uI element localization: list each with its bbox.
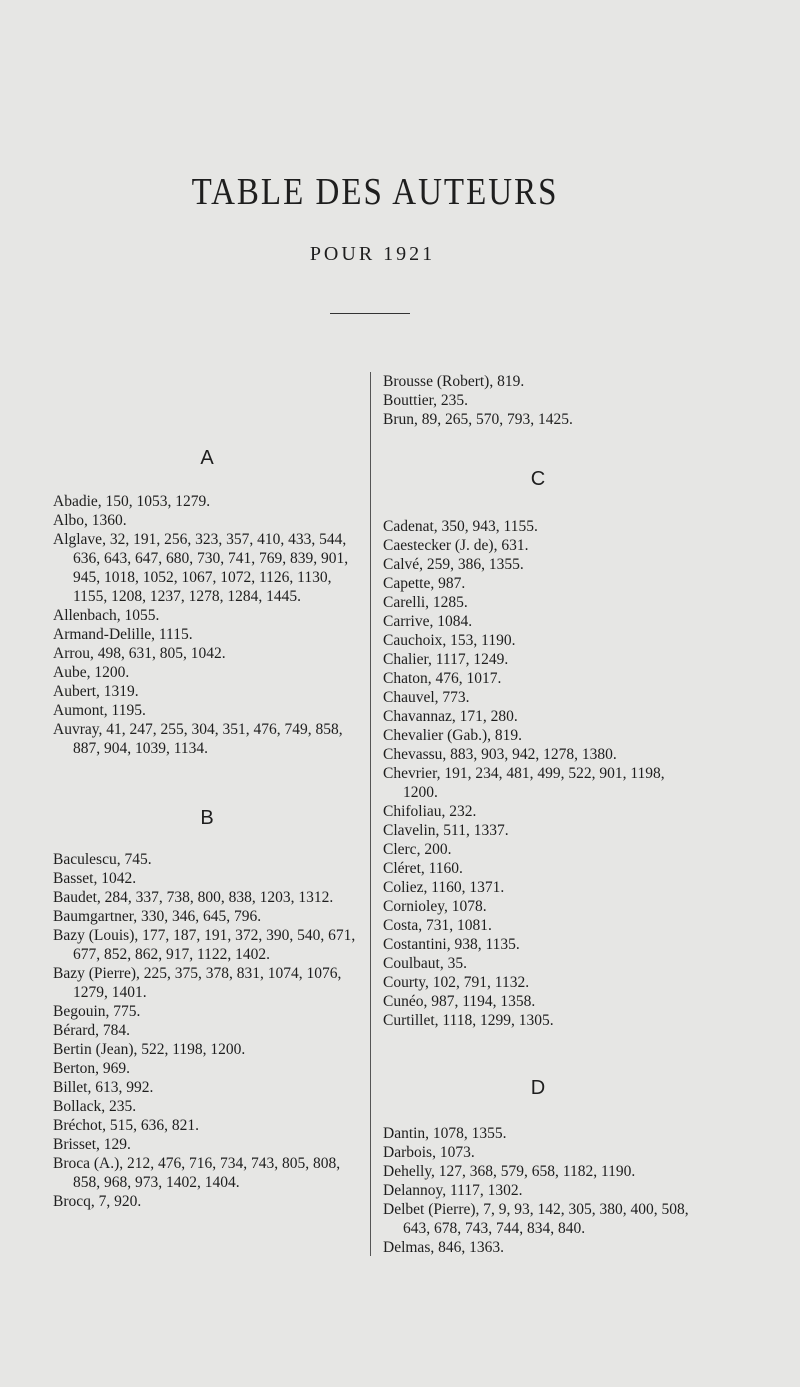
- index-entry: Chevalier (Gab.), 819.: [383, 727, 523, 744]
- index-entry: Aumont, 1195.: [53, 702, 146, 719]
- index-entry: Chaton, 476, 1017.: [383, 670, 502, 687]
- section-letter: C: [530, 468, 546, 490]
- index-entry: Dehelly, 127, 368, 579, 658, 1182, 1190.: [383, 1163, 636, 1180]
- index-entry: Cauchoix, 153, 1190.: [383, 632, 516, 649]
- column-divider: [370, 372, 371, 1256]
- index-entry: Brisset, 129.: [53, 1136, 131, 1153]
- index-entry: Baumgartner, 330, 346, 645, 796.: [53, 908, 262, 925]
- index-entry: Aubert, 1319.: [53, 683, 139, 700]
- index-entry: Chevassu, 883, 903, 942, 1278, 1380.: [383, 746, 617, 763]
- index-entry: Brocq, 7, 920.: [53, 1193, 142, 1210]
- index-entry: Baudet, 284, 337, 738, 800, 838, 1203, 1312.: [53, 889, 334, 906]
- index-entry: Delmas, 846, 1363.: [383, 1239, 504, 1256]
- index-entry: Berton, 969.: [53, 1060, 131, 1077]
- index-entry: Armand-Delille, 1115.: [53, 626, 193, 643]
- index-entry: Clerc, 200.: [383, 841, 452, 858]
- index-entry: Chavannaz, 171, 280.: [383, 708, 518, 725]
- index-entry: Dantin, 1078, 1355.: [383, 1125, 507, 1142]
- index-entry: Bouttier, 235.: [383, 392, 469, 409]
- page-title: TABLE DES AUTEURS: [191, 172, 559, 214]
- index-entry: Coulbaut, 35.: [383, 955, 467, 972]
- index-entry: Albo, 1360.: [53, 512, 127, 529]
- index-entry: Auvray, 41, 247, 255, 304, 351, 476, 749, 858, 887, 904, 1039, 1134.: [53, 721, 343, 757]
- index-entry: Delbet (Pierre), 7, 9, 93, 142, 305, 380, 400, 508, 643, 678, 743, 744, 834, 840.: [383, 1201, 689, 1237]
- index-entry: Allenbach, 1055.: [53, 607, 160, 624]
- index-entry: Cornioley, 1078.: [383, 898, 487, 915]
- left-column: [53, 420, 361, 1211]
- index-entry: Chauvel, 773.: [383, 689, 470, 706]
- index-entry: Begouin, 775.: [53, 1003, 141, 1020]
- index-entry: Chalier, 1117, 1249.: [383, 651, 509, 668]
- index-entry: Bazy (Louis), 177, 187, 191, 372, 390, 540, 671, 677, 852, 862, 917, 1122, 1402.: [53, 927, 356, 963]
- index-entry: Cunéo, 987, 1194, 1358.: [383, 993, 536, 1010]
- index-entry: Carelli, 1285.: [383, 594, 468, 611]
- index-entry: Courty, 102, 791, 1132.: [383, 974, 530, 991]
- index-entry: Billet, 613, 992.: [53, 1079, 154, 1096]
- index-entry: Broca (A.), 212, 476, 716, 734, 743, 805, 808, 858, 968, 973, 1402, 1404.: [53, 1155, 341, 1191]
- index-entry: Brousse (Robert), 819.: [383, 373, 525, 390]
- section-letter: A: [200, 447, 214, 469]
- index-entry: Carrive, 1084.: [383, 613, 473, 630]
- index-entry: Delannoy, 1117, 1302.: [383, 1182, 523, 1199]
- index-entry: Cadenat, 350, 943, 1155.: [383, 518, 538, 535]
- index-entry: Brun, 89, 265, 570, 793, 1425.: [383, 411, 573, 428]
- index-entry: Aube, 1200.: [53, 664, 130, 681]
- index-entry: Baculescu, 745.: [53, 851, 152, 868]
- index-entry: Clavelin, 511, 1337.: [383, 822, 509, 839]
- index-entry: Costantini, 938, 1135.: [383, 936, 520, 953]
- index-entry: Costa, 731, 1081.: [383, 917, 492, 934]
- index-entry: Chevrier, 191, 234, 481, 499, 522, 901, 1198, 1200.: [383, 765, 665, 801]
- index-entry: Bollack, 235.: [53, 1098, 137, 1115]
- page-subtitle: POUR 1921: [309, 243, 436, 265]
- section-letter: D: [530, 1077, 546, 1099]
- index-entry: Darbois, 1073.: [383, 1144, 475, 1161]
- index-entry: Alglave, 32, 191, 256, 323, 357, 410, 433, 544, 636, 643, 647, 680, 730, 741, 769, 839, 901, 945, 1018, 1052, 1067, 1072, 1126, 1130, 1155, 1208, 1237, 1278, 1284, 1445.: [53, 531, 349, 605]
- index-entry: Bérard, 784.: [53, 1022, 131, 1039]
- right-column: [383, 372, 693, 1257]
- index-entry: Basset, 1042.: [53, 870, 137, 887]
- index-entry: Curtillet, 1118, 1299, 1305.: [383, 1012, 554, 1029]
- index-entry: Cléret, 1160.: [383, 860, 463, 877]
- section-letter: B: [200, 807, 214, 829]
- index-entry: Calvé, 259, 386, 1355.: [383, 556, 524, 573]
- index-entry: Bazy (Pierre), 225, 375, 378, 831, 1074, 1076, 1279, 1401.: [53, 965, 342, 1001]
- index-entry: Caestecker (J. de), 631.: [383, 537, 529, 554]
- index-entry: Bertin (Jean), 522, 1198, 1200.: [53, 1041, 246, 1058]
- index-entry: Abadie, 150, 1053, 1279.: [53, 493, 211, 510]
- index-entry: Capette, 987.: [383, 575, 466, 592]
- index-entry: Coliez, 1160, 1371.: [383, 879, 505, 896]
- title-rule: [330, 313, 410, 314]
- index-entry: Arrou, 498, 631, 805, 1042.: [53, 645, 226, 662]
- index-entry: Bréchot, 515, 636, 821.: [53, 1117, 199, 1134]
- index-entry: Chifoliau, 232.: [383, 803, 477, 820]
